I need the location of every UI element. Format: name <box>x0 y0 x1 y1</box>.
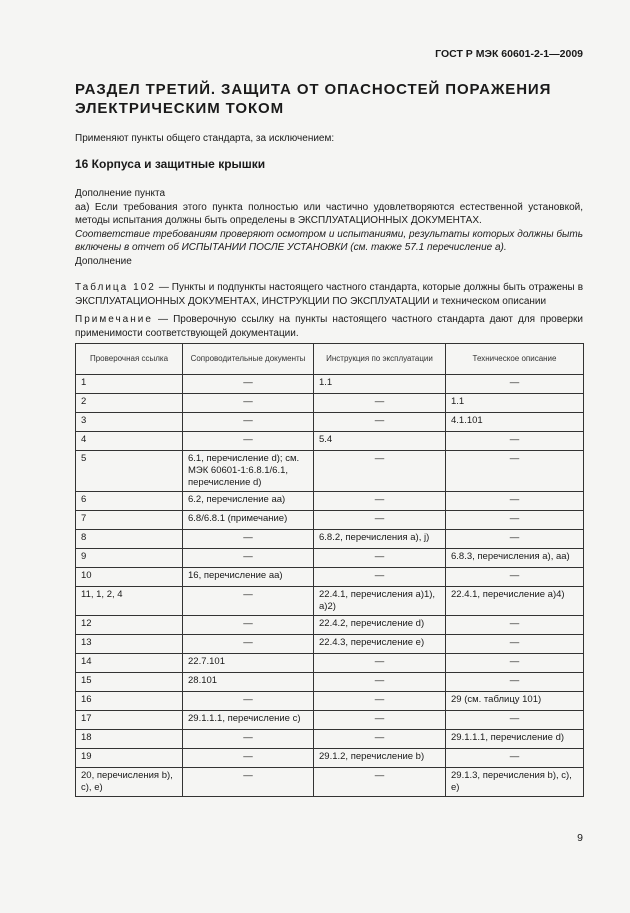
cell-instructions: — <box>314 673 446 692</box>
cell-accompanying-docs: 6.2, перечисление аа) <box>183 492 314 511</box>
cell-tech-description: — <box>446 511 584 530</box>
table-note <box>75 313 583 340</box>
cell-check-ref: 5 <box>76 451 183 492</box>
header-instructions: Инструкция по эксплуатации <box>314 344 446 375</box>
cell-accompanying-docs: — <box>183 635 314 654</box>
cell-accompanying-docs: — <box>183 432 314 451</box>
cell-check-ref: 1 <box>76 375 183 394</box>
cell-tech-description: 22.4.1, перечисление а)4) <box>446 587 584 616</box>
cell-accompanying-docs: 28.101 <box>183 673 314 692</box>
cell-accompanying-docs: — <box>183 375 314 394</box>
cell-accompanying-docs: — <box>183 730 314 749</box>
table-row <box>76 432 584 451</box>
cell-instructions: — <box>314 568 446 587</box>
header-check-ref: Проверочная ссылка <box>76 344 183 375</box>
clause-body <box>75 187 583 268</box>
cell-accompanying-docs: 6.1, перечисление d); см. МЭК 60601-1:6.8.1/6.1, перечисление d) <box>183 451 314 492</box>
table-row <box>76 511 584 530</box>
cell-tech-description: 29 (см. таблицу 101) <box>446 692 584 711</box>
cell-instructions: — <box>314 413 446 432</box>
table-row <box>76 413 584 432</box>
cell-accompanying-docs: — <box>183 692 314 711</box>
cell-check-ref: 11, 1, 2, 4 <box>76 587 183 616</box>
table-caption <box>75 281 583 308</box>
table-caption-label: Таблица 102 <box>75 282 156 293</box>
cell-accompanying-docs: — <box>183 587 314 616</box>
table-row <box>76 587 584 616</box>
table-row <box>76 730 584 749</box>
cell-tech-description: — <box>446 568 584 587</box>
cell-instructions: — <box>314 394 446 413</box>
cell-tech-description: — <box>446 375 584 394</box>
cell-instructions: 29.1.2, перечисление b) <box>314 749 446 768</box>
table-row <box>76 692 584 711</box>
cell-check-ref: 10 <box>76 568 183 587</box>
section-title: РАЗДЕЛ ТРЕТИЙ. ЗАЩИТА ОТ ОПАСНОСТЕЙ ПОРАЖЕНИЯ ЭЛЕКТРИЧЕСКИМ ТОКОМ <box>75 81 552 117</box>
table-row <box>76 549 584 568</box>
table-row <box>76 530 584 549</box>
cell-check-ref: 2 <box>76 394 183 413</box>
clause-title: 16 Корпуса и защитные крышки <box>75 157 266 171</box>
header-accompanying-docs: Сопроводительные документы <box>183 344 314 375</box>
header-tech-description: Техническое описание <box>446 344 584 375</box>
addition-label: Дополнение пункта <box>75 188 166 199</box>
cell-instructions: 22.4.3, перечисление е) <box>314 635 446 654</box>
cell-instructions: — <box>314 492 446 511</box>
cell-check-ref: 7 <box>76 511 183 530</box>
intro-text: Применяют пункты общего стандарта, за исключением: <box>75 133 335 144</box>
cell-tech-description: — <box>446 492 584 511</box>
cell-instructions: 5.4 <box>314 432 446 451</box>
cell-instructions: — <box>314 451 446 492</box>
note-text: — Проверочную ссылку на пункты настоящего частного стандарта дают для проверки применимости соответствующей документации. <box>75 314 583 339</box>
cell-accompanying-docs: 22.7.101 <box>183 654 314 673</box>
cell-check-ref: 12 <box>76 616 183 635</box>
table-row <box>76 375 584 394</box>
cell-accompanying-docs: 29.1.1.1, перечисление с) <box>183 711 314 730</box>
cell-tech-description: — <box>446 711 584 730</box>
cell-check-ref: 8 <box>76 530 183 549</box>
table-row <box>76 616 584 635</box>
cell-accompanying-docs: — <box>183 549 314 568</box>
compliance-text: Соответствие требованиям проверяют осмотром и испытаниями, результаты которых должны быть включены в отчет об ИСПЫТАНИИ ПОСЛЕ УСТАНОВКИ (см. также 57.1 перечисление а). <box>75 228 583 253</box>
item-aa-text: аа) Если требования этого пункта полностью или частично удовлетворяются естественной установкой, методы испытания должны быть определены в ЭКСПЛУАТАЦИОННЫХ ДОКУМЕНТАХ. <box>75 201 583 226</box>
cell-accompanying-docs: — <box>183 530 314 549</box>
cell-check-ref: 15 <box>76 673 183 692</box>
cell-instructions: 22.4.2, перечисление d) <box>314 616 446 635</box>
cell-tech-description: — <box>446 654 584 673</box>
table-row <box>76 394 584 413</box>
cell-accompanying-docs: 6.8/6.8.1 (примечание) <box>183 511 314 530</box>
cell-instructions: — <box>314 654 446 673</box>
cell-accompanying-docs: — <box>183 768 314 797</box>
cell-check-ref: 3 <box>76 413 183 432</box>
cell-check-ref: 14 <box>76 654 183 673</box>
cell-check-ref: 13 <box>76 635 183 654</box>
cell-accompanying-docs: — <box>183 749 314 768</box>
cell-tech-description: — <box>446 432 584 451</box>
table-header-row <box>76 344 584 375</box>
cell-tech-description: 29.1.3, перечисления b), c), e) <box>446 768 584 797</box>
cell-accompanying-docs: — <box>183 616 314 635</box>
table-caption-text: — Пункты и подпункты настоящего частного стандарта, которые должны быть отражены в ЭКСПЛУАТАЦИОННЫХ ДОКУМЕНТАХ, ИНСТРУКЦИИ ПО ЭКСПЛУАТАЦИИ и техническом описании <box>75 282 584 307</box>
table-row <box>76 635 584 654</box>
cell-tech-description: — <box>446 616 584 635</box>
cell-tech-description: 29.1.1.1, перечисление d) <box>446 730 584 749</box>
table-row <box>76 654 584 673</box>
cell-tech-description: — <box>446 451 584 492</box>
cell-tech-description: 6.8.3, перечисления а), аа) <box>446 549 584 568</box>
page-number: 9 <box>577 832 583 844</box>
cell-check-ref: 20, перечисления b), c), e) <box>76 768 183 797</box>
cell-instructions: 22.4.1, перечисления а)1), а)2) <box>314 587 446 616</box>
cell-tech-description: — <box>446 530 584 549</box>
document-header: ГОСТ Р МЭК 60601-2-1—2009 <box>435 48 583 60</box>
cell-check-ref: 4 <box>76 432 183 451</box>
table-row <box>76 768 584 797</box>
table-row <box>76 451 584 492</box>
cell-instructions: — <box>314 730 446 749</box>
cell-instructions: 6.8.2, перечисления а), j) <box>314 530 446 549</box>
note-label: Примечание <box>75 314 153 325</box>
cell-tech-description: — <box>446 635 584 654</box>
addition-label-2: Дополнение <box>75 255 132 267</box>
table-row <box>76 492 584 511</box>
cell-accompanying-docs: — <box>183 394 314 413</box>
table-row <box>76 749 584 768</box>
cell-check-ref: 19 <box>76 749 183 768</box>
cell-instructions: — <box>314 768 446 797</box>
cell-tech-description: — <box>446 673 584 692</box>
cell-check-ref: 18 <box>76 730 183 749</box>
cell-instructions: — <box>314 549 446 568</box>
cell-instructions: — <box>314 711 446 730</box>
table-row <box>76 673 584 692</box>
cell-check-ref: 9 <box>76 549 183 568</box>
cell-tech-description: 1.1 <box>446 394 584 413</box>
cell-instructions: — <box>314 511 446 530</box>
cell-tech-description: 4.1.101 <box>446 413 584 432</box>
cell-check-ref: 17 <box>76 711 183 730</box>
cell-instructions: — <box>314 692 446 711</box>
cell-tech-description: — <box>446 749 584 768</box>
table-row <box>76 568 584 587</box>
cell-accompanying-docs: — <box>183 413 314 432</box>
cell-check-ref: 16 <box>76 692 183 711</box>
cell-accompanying-docs: 16, перечисление аа) <box>183 568 314 587</box>
cell-instructions: 1.1 <box>314 375 446 394</box>
table-row <box>76 711 584 730</box>
cell-check-ref: 6 <box>76 492 183 511</box>
reference-table <box>75 343 584 797</box>
